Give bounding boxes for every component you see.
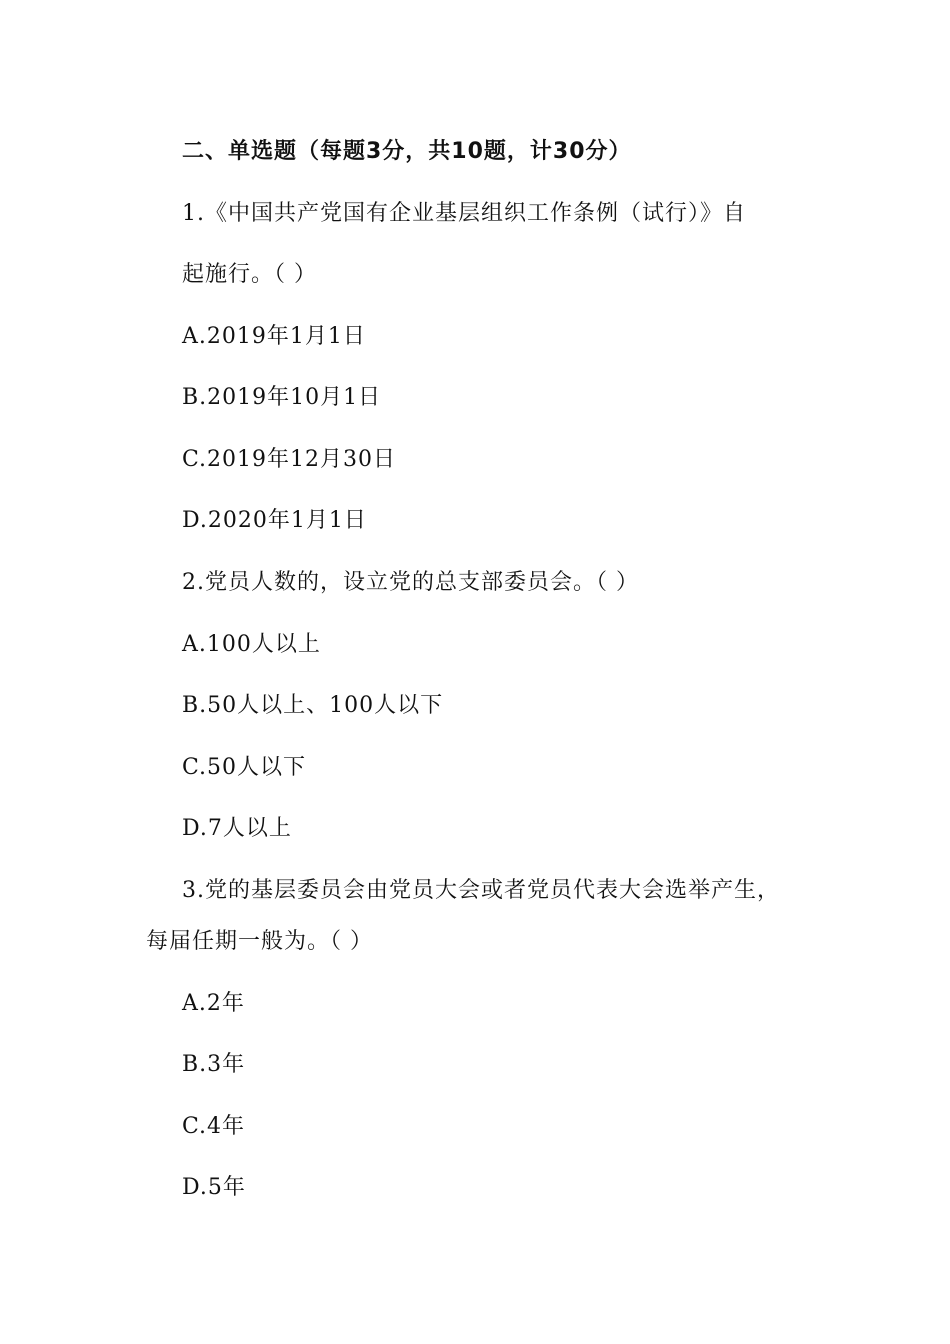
question-stem-continuation: 每届任期一般为。（ ）: [146, 929, 373, 954]
option-d: D.2020年1月1日: [182, 508, 367, 533]
option-c: C.50人以下: [182, 755, 307, 780]
option-a: A.2019年1月1日: [182, 324, 366, 349]
option-a: A.100人以上: [182, 632, 321, 657]
question-stem: 1.《中国共产党国有企业基层组织工作条例（试行）》自: [182, 201, 746, 226]
option-d: D.7人以上: [182, 816, 292, 841]
option-d: D.5年: [182, 1175, 246, 1200]
option-b: B.3年: [182, 1052, 246, 1077]
option-c: C.4年: [182, 1114, 246, 1139]
option-b: B.50人以上、100人以下: [182, 693, 444, 718]
option-c: C.2019年12月30日: [182, 447, 397, 472]
section-heading: 二、单选题（每题3分，共10题，计30分）: [182, 139, 632, 164]
option-b: B.2019年10月1日: [182, 385, 382, 410]
option-a: A.2年: [182, 991, 245, 1016]
question-stem: 2.党员人数的，设立党的总支部委员会。（ ）: [182, 570, 639, 595]
question-stem: 3.党的基层委员会由党员大会或者党员代表大会选举产生，: [182, 878, 780, 903]
question-stem-continuation: 起施行。（ ）: [182, 262, 317, 287]
